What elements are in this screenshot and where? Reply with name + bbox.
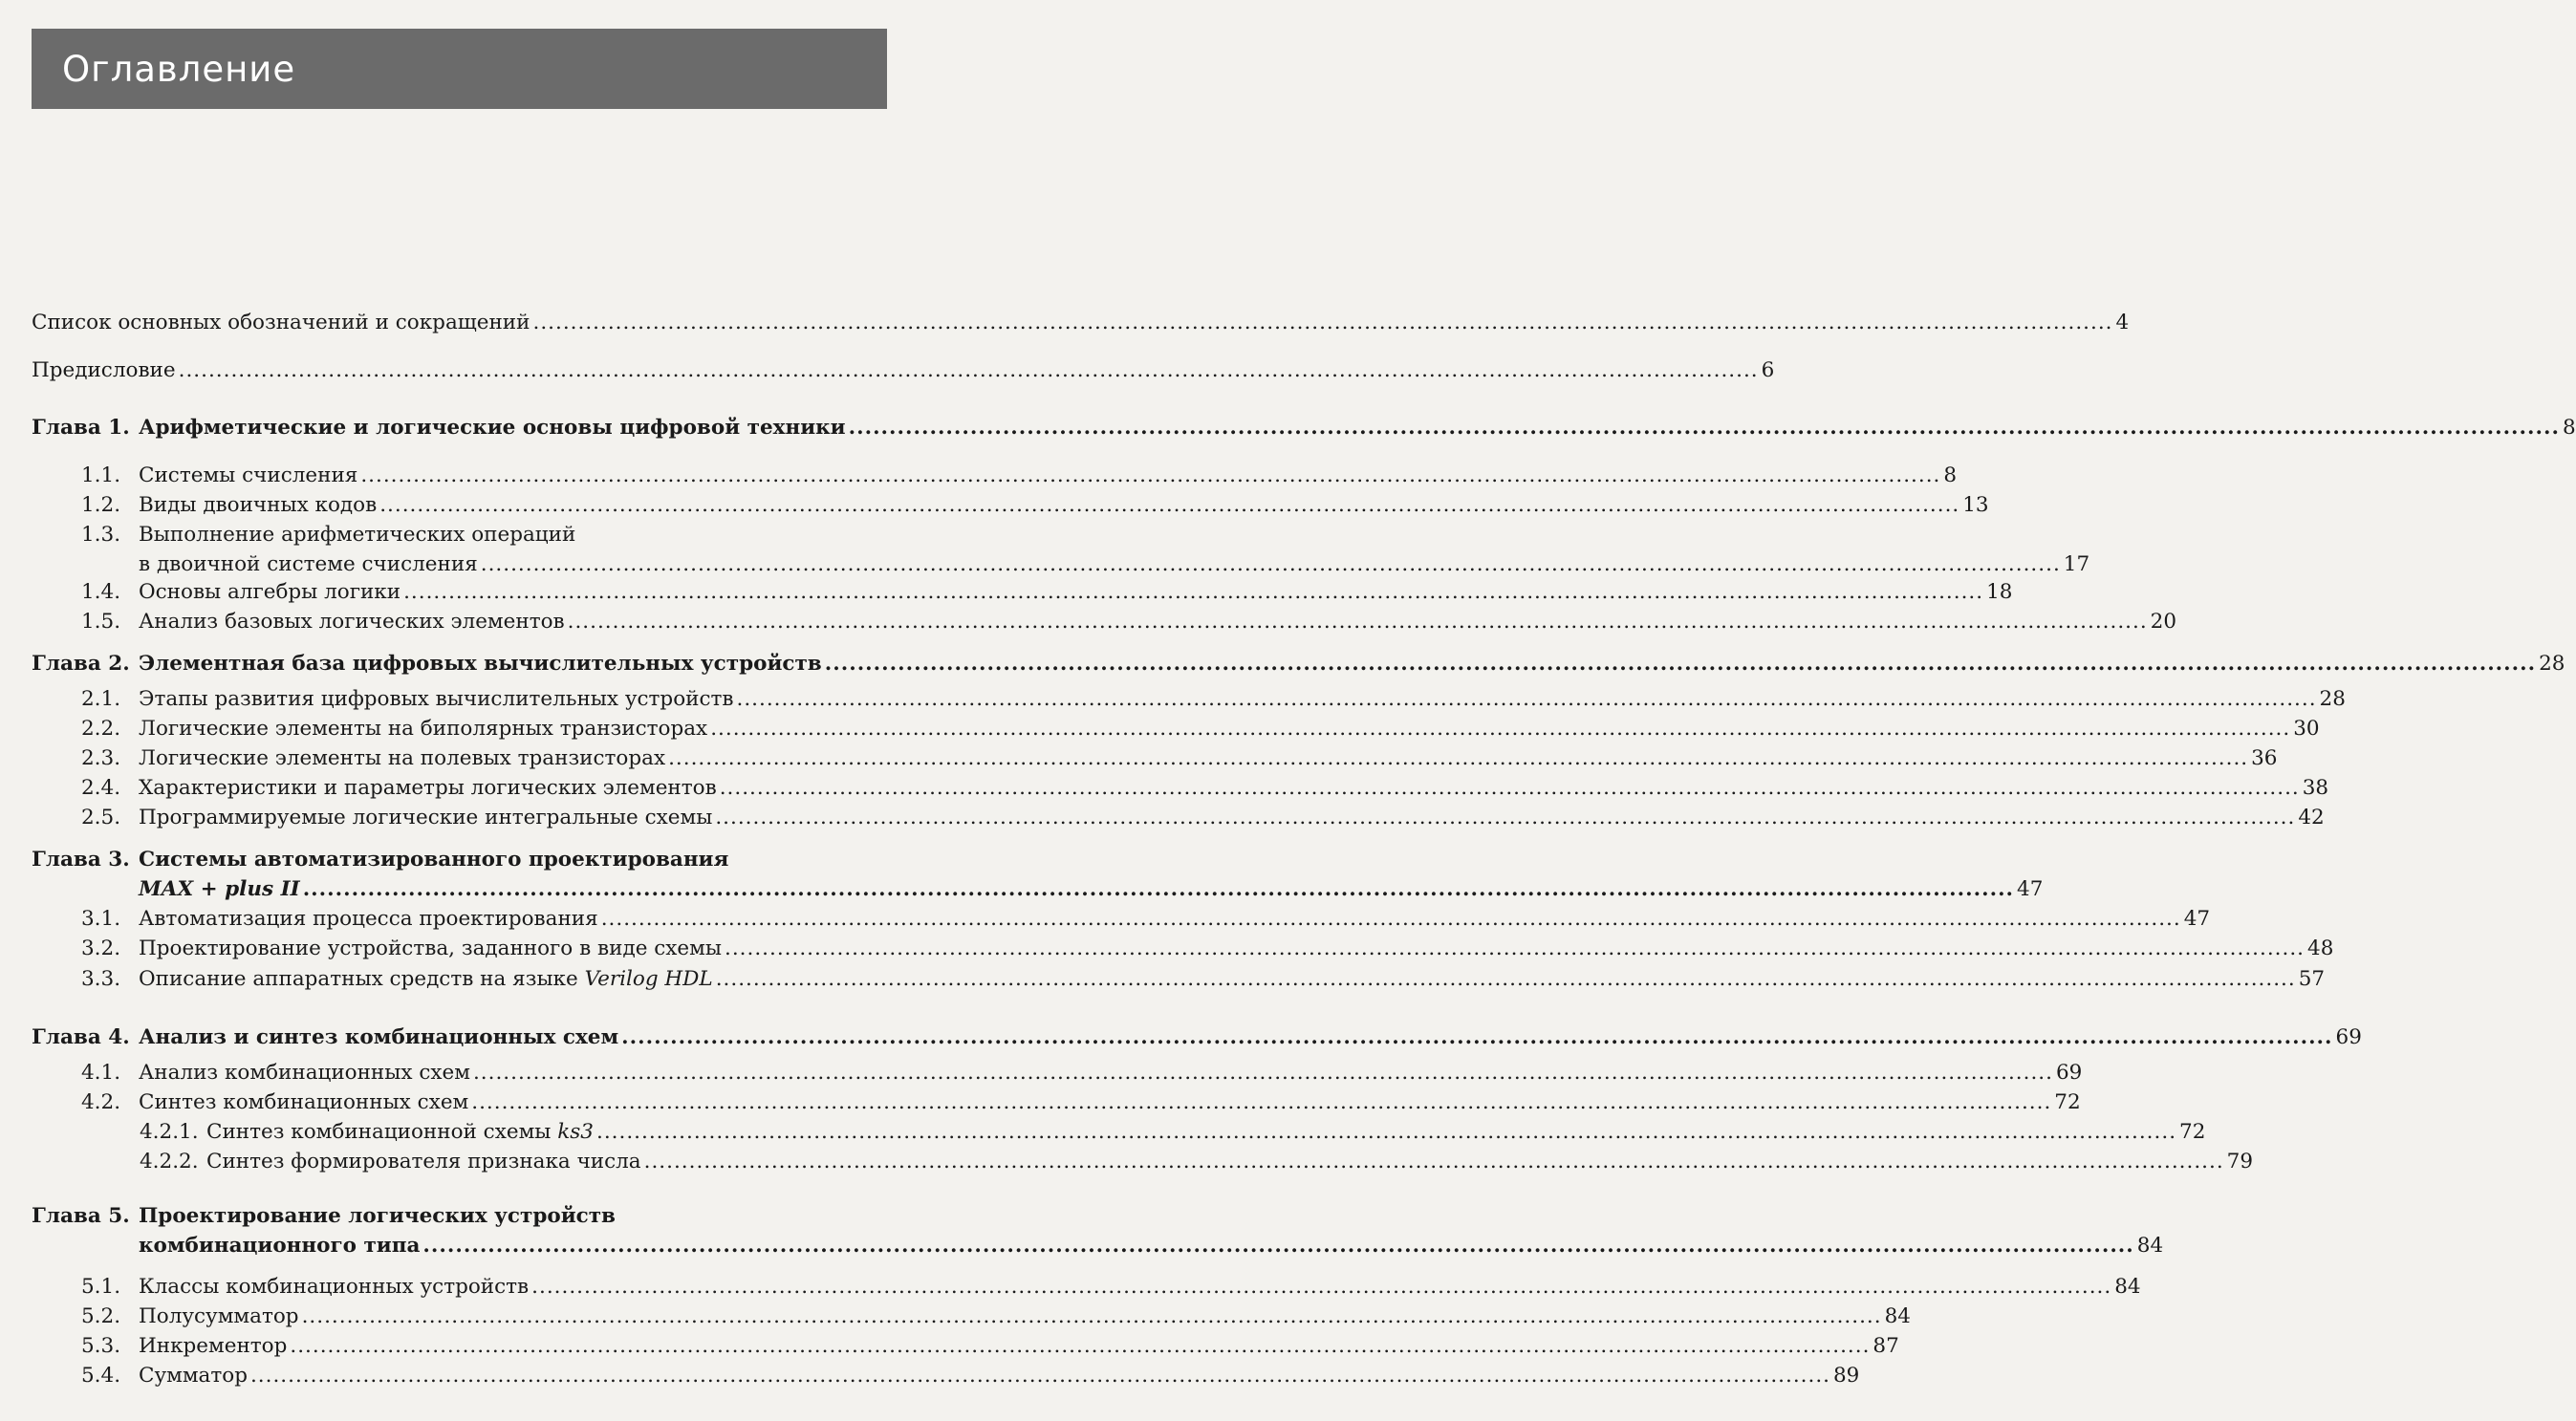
dot-leader	[596, 1118, 2176, 1147]
toc-page-number: 89	[1833, 1364, 1860, 1388]
dot-leader	[531, 1273, 2111, 1302]
toc-page-number: 42	[2298, 806, 2325, 829]
toc-entry-title	[139, 578, 400, 607]
toc-entry-number: 4.1.	[81, 1061, 121, 1085]
toc-entry-title-text: Программируемые логические интегральные схемы	[139, 806, 713, 829]
toc-entry-number: 3.3.	[81, 967, 121, 991]
dot-leader	[403, 578, 1983, 607]
toc-page-number: 79	[2226, 1150, 2254, 1173]
toc-entry-title-line2: комбинационного типа	[139, 1234, 421, 1258]
toc-entry-number: Глава 2.	[32, 652, 130, 676]
toc-entry-title	[139, 462, 357, 490]
toc-entry	[32, 804, 2325, 832]
toc-entry-number: 2.2.	[81, 717, 121, 741]
dot-leader	[720, 774, 2300, 803]
toc-entry	[32, 1088, 2081, 1117]
toc-entry-title	[139, 744, 665, 773]
toc-entry-title	[139, 608, 565, 636]
toc-page-number: 8	[2562, 416, 2576, 440]
page-title: Оглавление	[62, 48, 296, 90]
toc-chapter	[32, 875, 2044, 904]
dot-leader	[716, 965, 2296, 994]
toc-entry-title	[139, 715, 707, 743]
toc-page-number: 4	[2115, 311, 2130, 334]
toc-entry-number: 1.2.	[81, 493, 121, 517]
dot-leader	[481, 550, 2061, 579]
toc-entry-title-line2: MAX + plus II	[139, 877, 300, 901]
toc-entry	[32, 1059, 2083, 1087]
toc-entry-title	[139, 685, 734, 714]
toc-entry-title-text: Синтез комбинационной схемы	[206, 1120, 558, 1144]
dot-leader	[621, 1023, 2332, 1052]
toc-entry-number: 2.4.	[81, 776, 121, 800]
toc-page-number: 6	[1761, 358, 1775, 382]
toc-entry-title	[139, 1088, 468, 1117]
toc-entry-title	[206, 1118, 594, 1147]
toc-entry-title	[139, 1362, 248, 1390]
toc-entry-number: 4.2.1.	[140, 1120, 199, 1144]
toc-entry-title-text: Элементная база цифровых вычислительных устройств	[139, 652, 822, 676]
dot-leader	[601, 905, 2181, 934]
toc-entry-title	[139, 1023, 618, 1052]
toc-entry-title-text: Автоматизация процесса проектирования	[139, 907, 598, 931]
toc-entry-title	[32, 309, 530, 337]
toc-page-number: 38	[2302, 776, 2329, 800]
dot-leader	[737, 685, 2317, 714]
toc-entry-title	[139, 1303, 299, 1331]
dot-leader	[179, 356, 1759, 385]
toc-entry-title-text: Основы алгебры логики	[139, 580, 401, 604]
toc-entry-title-text: Этапы развития цифровых вычислительных устройств	[139, 687, 734, 711]
toc-entry	[32, 462, 1958, 490]
toc-entry-title	[139, 965, 713, 994]
toc-entry-title	[139, 414, 846, 442]
toc-entry	[32, 965, 2326, 994]
dot-leader	[303, 875, 2014, 904]
toc-entry-title-text: Предисловие	[32, 358, 176, 382]
toc-entry-title	[139, 935, 722, 963]
toc-entry-title-text: Сумматор	[139, 1364, 248, 1388]
toc-page-number: 48	[2307, 937, 2334, 960]
dot-leader	[725, 935, 2305, 963]
dot-leader	[302, 1303, 1882, 1331]
toc-entry-title-text: Системы счисления	[139, 463, 358, 487]
dot-leader	[360, 462, 1940, 490]
toc-entry	[32, 1332, 1899, 1361]
toc-entry-number: 5.3.	[81, 1334, 121, 1358]
dot-leader	[644, 1148, 2224, 1176]
toc-page-number: 84	[2114, 1275, 2141, 1299]
toc-entry-number: 2.3.	[81, 746, 121, 770]
toc-entry-title-text: Классы комбинационных устройств	[139, 1275, 530, 1299]
toc-page-number: 47	[2183, 907, 2211, 931]
toc-entry-number: 5.4.	[81, 1364, 121, 1388]
toc-entry-title: Системы автоматизированного проектирования	[139, 848, 729, 872]
dot-leader	[710, 715, 2290, 743]
toc-entry-title	[139, 905, 598, 934]
toc-header-bar	[32, 29, 887, 109]
toc-page-number: 36	[2251, 746, 2278, 770]
toc-entry-title-text: Инкрементор	[139, 1334, 288, 1358]
toc-entry	[32, 1273, 2141, 1302]
toc-entry-title-text: Логические элементы на биполярных транзисторах	[139, 717, 708, 741]
toc-entry-number: 2.1.	[81, 687, 121, 711]
toc-entry-number: 4.2.2.	[140, 1150, 199, 1173]
toc-entry-title	[139, 650, 822, 678]
toc-entry-title-line1	[32, 846, 728, 874]
toc-chapter	[32, 650, 2565, 678]
toc-entry-number: Глава 5.	[32, 1204, 130, 1228]
toc-entry-title-text: Логические элементы на полевых транзисторах	[139, 746, 666, 770]
toc-page-number: 18	[1986, 580, 2013, 604]
toc-entry-title	[139, 774, 717, 803]
toc-entry-number: 5.1.	[81, 1275, 121, 1299]
toc-entry	[32, 1303, 1911, 1331]
toc-entry	[32, 715, 2320, 743]
toc-entry	[32, 608, 2177, 636]
toc-entry-title-text: Виды двоичных кодов	[139, 493, 378, 517]
toc-entry-title-line1	[32, 1202, 616, 1231]
dot-leader	[422, 1232, 2133, 1260]
toc-entry	[32, 685, 2346, 714]
toc-entry-title-text: Анализ базовых логических элементов	[139, 610, 565, 634]
toc-page-number: 28	[2539, 652, 2565, 676]
toc-entry-title-text: Анализ и синтез комбинационных схем	[139, 1025, 619, 1049]
toc-page-number: 84	[1884, 1304, 1911, 1328]
toc-entry-number: 1.4.	[81, 580, 121, 604]
toc-page-number: 57	[2298, 967, 2326, 991]
toc-entry-number: 1.3.	[81, 523, 121, 547]
toc-page-number: 84	[2136, 1234, 2164, 1258]
dot-leader	[825, 650, 2536, 678]
toc-page-number: 13	[1962, 493, 1989, 517]
toc-page-number: 69	[2055, 1061, 2083, 1085]
toc-entry-title-text: Арифметические и логические основы цифровой техники	[139, 416, 846, 440]
toc-entry-number: 5.2.	[81, 1304, 121, 1328]
toc-entry-number: 2.5.	[81, 806, 121, 829]
toc-entry-title-text: Синтез комбинационных схем	[139, 1090, 469, 1114]
toc-entry-title-line2: в двоичной системе счисления	[139, 552, 478, 576]
toc-entry	[32, 744, 2278, 773]
toc-entry-title-line1	[32, 521, 575, 549]
toc-entry	[32, 1118, 2206, 1147]
toc-page-number: 30	[2293, 717, 2320, 741]
toc-entry-title: Выполнение арифметических операций	[139, 523, 576, 547]
toc-entry-number: Глава 4.	[32, 1025, 130, 1049]
toc-entry	[32, 578, 2013, 607]
toc-entry-number: Глава 3.	[32, 848, 130, 872]
toc-entry-title-text: Синтез формирователя признака числа	[206, 1150, 641, 1173]
toc-page-number: 17	[2063, 552, 2090, 576]
toc-entry-title	[206, 1148, 641, 1176]
toc-entry	[32, 774, 2329, 803]
dot-leader	[471, 1088, 2051, 1117]
toc-page-number: 8	[1943, 463, 1958, 487]
toc-chapter	[32, 1023, 2362, 1052]
toc-entry-number: 4.2.	[81, 1090, 121, 1114]
toc-entry	[32, 356, 1775, 385]
toc-entry	[32, 491, 1989, 520]
toc-entry-number: 1.1.	[81, 463, 121, 487]
toc-entry-title	[139, 804, 712, 832]
toc-entry-title-italic: Verilog HDL	[584, 967, 713, 991]
toc-entry	[32, 1148, 2254, 1176]
toc-page-number: 72	[2054, 1090, 2081, 1114]
dot-leader	[668, 744, 2248, 773]
toc-entry-title-text: Характеристики и параметры логических элементов	[139, 776, 717, 800]
toc-entry	[32, 905, 2211, 934]
toc-entry-title-text: Анализ комбинационных схем	[139, 1061, 470, 1085]
toc-entry-number: 3.2.	[81, 937, 121, 960]
toc-entry-number: 1.5.	[81, 610, 121, 634]
toc-page-number: 72	[2179, 1120, 2206, 1144]
toc-entry-title-text: Описание аппаратных средств на языке	[139, 967, 585, 991]
dot-leader	[715, 804, 2295, 832]
toc-entry-title	[139, 491, 377, 520]
dot-leader	[849, 414, 2560, 442]
dot-leader	[250, 1362, 1830, 1390]
toc-page-number: 87	[1872, 1334, 1899, 1358]
toc-chapter	[32, 414, 2576, 442]
toc-entry-title	[139, 1332, 287, 1361]
toc-page-number: 47	[2017, 877, 2044, 901]
toc-entry	[32, 550, 2090, 579]
toc-entry-number: 3.1.	[81, 907, 121, 931]
dot-leader	[532, 309, 2112, 337]
toc-page-number: 69	[2335, 1025, 2362, 1049]
toc-entry-title-text: Проектирование устройства, заданного в виде схемы	[139, 937, 722, 960]
toc-entry-title-italic: ks3	[557, 1120, 594, 1144]
dot-leader	[379, 491, 1959, 520]
dot-leader	[290, 1332, 1870, 1361]
toc-page-number: 20	[2150, 610, 2177, 634]
toc-entry	[32, 935, 2334, 963]
toc-entry-title-text: Список основных обозначений и сокращений	[32, 311, 530, 334]
toc-entry-number: Глава 1.	[32, 416, 130, 440]
toc-entry-title	[139, 1059, 470, 1087]
dot-leader	[568, 608, 2148, 636]
toc-page-number: 28	[2319, 687, 2346, 711]
toc-entry-title	[139, 1273, 529, 1302]
toc-entry-title: Проектирование логических устройств	[139, 1204, 616, 1228]
toc-entry	[32, 309, 2130, 337]
toc-entry-title-text: Полусумматор	[139, 1304, 299, 1328]
toc-entry-title	[32, 356, 176, 385]
toc-chapter	[32, 1232, 2164, 1260]
toc-entry	[32, 1362, 1860, 1390]
dot-leader	[473, 1059, 2053, 1087]
